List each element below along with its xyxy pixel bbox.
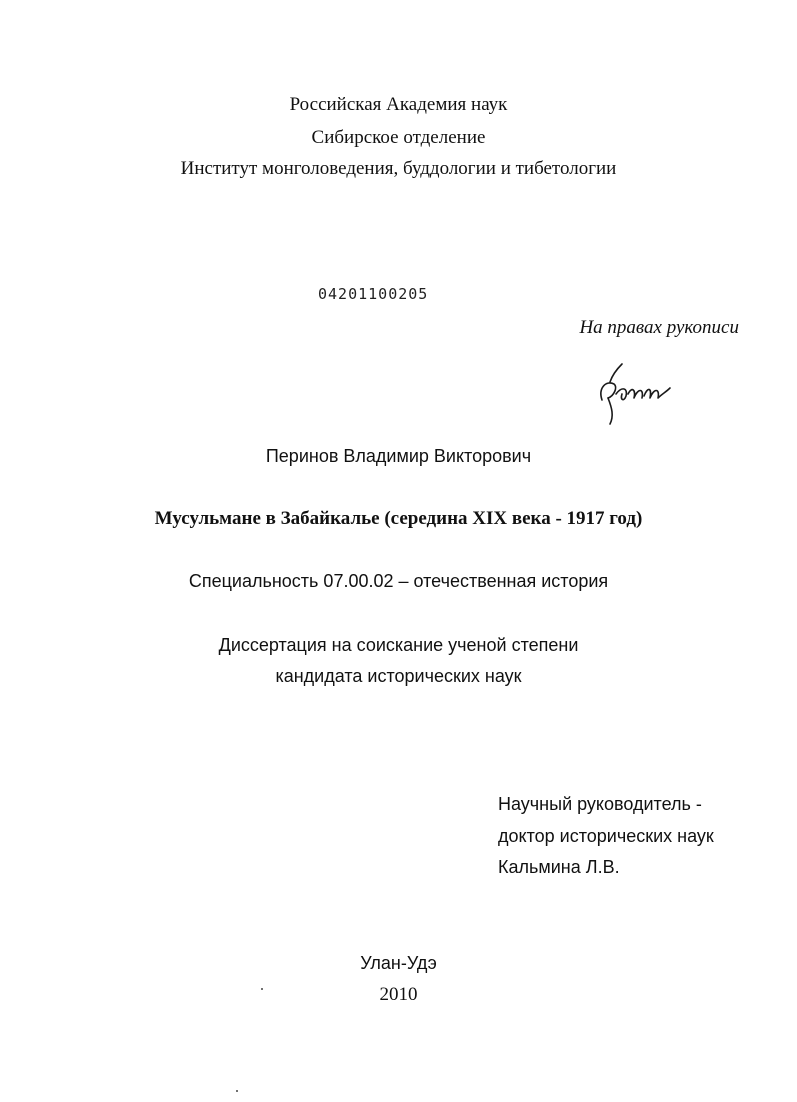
rights-note: На правах рукописи	[579, 317, 739, 338]
author-signature	[588, 358, 688, 428]
academy-name: Российская Академия наук	[289, 94, 508, 115]
dissertation-line-1: Диссертация на соискание ученой степени	[218, 635, 579, 655]
year: 2010	[379, 984, 418, 1005]
author-name: Перинов Владимир Викторович	[265, 446, 532, 466]
supervisor-role: Научный руководитель -	[498, 794, 702, 814]
supervisor-name: Кальмина Л.В.	[498, 857, 620, 877]
specialty: Специальность 07.00.02 – отечественная история	[188, 571, 609, 591]
institute-name: Институт монголоведения, буддологии и тибетологии	[180, 158, 617, 179]
supervisor-degree: доктор исторических наук	[498, 826, 714, 846]
scan-speck	[236, 1090, 238, 1092]
scan-speck	[261, 988, 263, 990]
city: Улан-Удэ	[360, 953, 437, 973]
catalog-number: 04201100205	[318, 285, 429, 303]
branch-name: Сибирское отделение	[311, 127, 486, 148]
dissertation-title: Мусульмане в Забайкалье (середина XIX века - 1917 год)	[154, 508, 643, 529]
dissertation-line-2: кандидата исторических наук	[275, 666, 522, 686]
